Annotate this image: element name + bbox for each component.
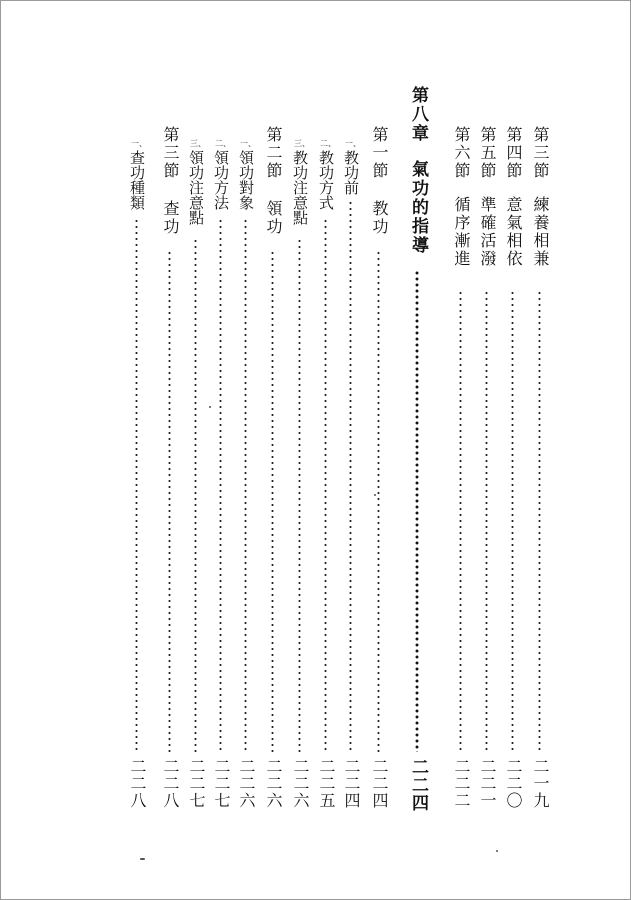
toc-entry-section [368, 0, 390, 900]
dot-leader [415, 270, 419, 752]
dot-leader [271, 250, 274, 752]
toc-entry-prefix: 第三節 [161, 126, 180, 180]
toc-entry-page: 二二六 [291, 758, 310, 809]
dot-leader [219, 218, 222, 752]
item-number: 三、 [190, 139, 206, 148]
toc-entry-prefix: 第一節 [370, 126, 389, 180]
dot-leader [324, 218, 327, 752]
toc-entry-item [210, 0, 232, 900]
toc-entry-page: 二二五 [317, 758, 336, 809]
dot-leader [377, 250, 380, 752]
toc-entry-page: 二二八 [161, 758, 180, 809]
toc-entry-prefix: 第二節 [264, 126, 283, 180]
dot-leader [459, 290, 462, 752]
toc-entry-item [289, 0, 311, 900]
toc-entry-section [262, 0, 284, 900]
dot-leader [244, 218, 247, 752]
toc-entry-page: 二二八 [128, 758, 147, 809]
toc-entry-title: 查功 [161, 200, 180, 236]
toc-entry-title: 領功對象 [237, 150, 255, 210]
dot-leader [298, 238, 301, 752]
toc-entry-prefix: 第四節 [504, 126, 523, 180]
scan-speck [140, 858, 145, 860]
toc-entry-page: 二二六 [237, 758, 256, 809]
toc-chapter-title: 氣功的指導 [408, 160, 428, 255]
toc-entry-item [315, 0, 337, 900]
toc-entry-item [126, 0, 148, 900]
item-number: 一、 [240, 139, 256, 148]
toc-entry-page: 二二六 [264, 758, 283, 809]
toc-entry-title: 查功種類 [128, 150, 146, 210]
toc-entry-page: 二二四 [408, 758, 428, 812]
toc-entry-title: 教功方式 [317, 150, 335, 210]
toc-entry-item [235, 0, 257, 900]
item-number: 二、 [215, 139, 231, 148]
toc-entry-page: 二二四 [342, 758, 361, 809]
toc-entry-title: 教功注意點 [291, 150, 309, 225]
toc-entry-title: 教功前 [342, 150, 360, 195]
dot-leader [135, 218, 138, 752]
toc-entry-prefix: 第六節 [452, 126, 471, 180]
toc-entry-section [502, 0, 524, 900]
toc-entry-page: 二二一 [478, 758, 497, 809]
dot-leader [538, 290, 541, 752]
toc-entry-title: 循序漸進 [452, 196, 471, 268]
toc-entry-item [340, 0, 362, 900]
toc-entry-page: 二二二 [452, 758, 471, 809]
toc-entry-page: 二二七 [187, 758, 206, 809]
toc-entry-title: 領功 [264, 200, 283, 236]
toc-chapter-prefix: 第八章 [408, 86, 428, 143]
item-number: 三、 [294, 139, 310, 148]
toc-entry-section [450, 0, 472, 900]
toc-entry-page: 二一九 [531, 758, 550, 809]
toc-entry-title: 意氣相依 [504, 196, 523, 268]
toc-entry-item [185, 0, 207, 900]
toc-entry-prefix: 第三節 [531, 126, 550, 180]
dot-leader [511, 290, 514, 752]
toc-entry-title: 準確活潑 [478, 196, 497, 268]
toc-entry-section [476, 0, 498, 900]
toc-entry-chapter [407, 0, 429, 900]
toc-entry-title: 教功 [370, 200, 389, 236]
toc-entry-page: 二二〇 [504, 758, 523, 809]
dot-leader [194, 238, 197, 752]
toc-entry-title: 領功方法 [212, 150, 230, 210]
toc-entry-title: 練養相兼 [531, 196, 550, 268]
toc-entry-page: 二二七 [212, 758, 231, 809]
toc-entry-page: 二二四 [370, 758, 389, 809]
item-number: 二、 [320, 139, 336, 148]
toc-entry-section [529, 0, 551, 900]
dot-leader [349, 200, 352, 752]
item-number: 一、 [131, 139, 147, 148]
dot-leader [485, 290, 488, 752]
toc-entry-title: 領功注意點 [187, 150, 205, 225]
toc-entry-section [159, 0, 181, 900]
dot-leader [168, 250, 171, 752]
item-number: 一、 [345, 139, 361, 148]
toc-entry-prefix: 第五節 [478, 126, 497, 180]
scan-speck [209, 406, 211, 408]
scan-speck [374, 494, 376, 496]
scan-speck [496, 850, 498, 852]
